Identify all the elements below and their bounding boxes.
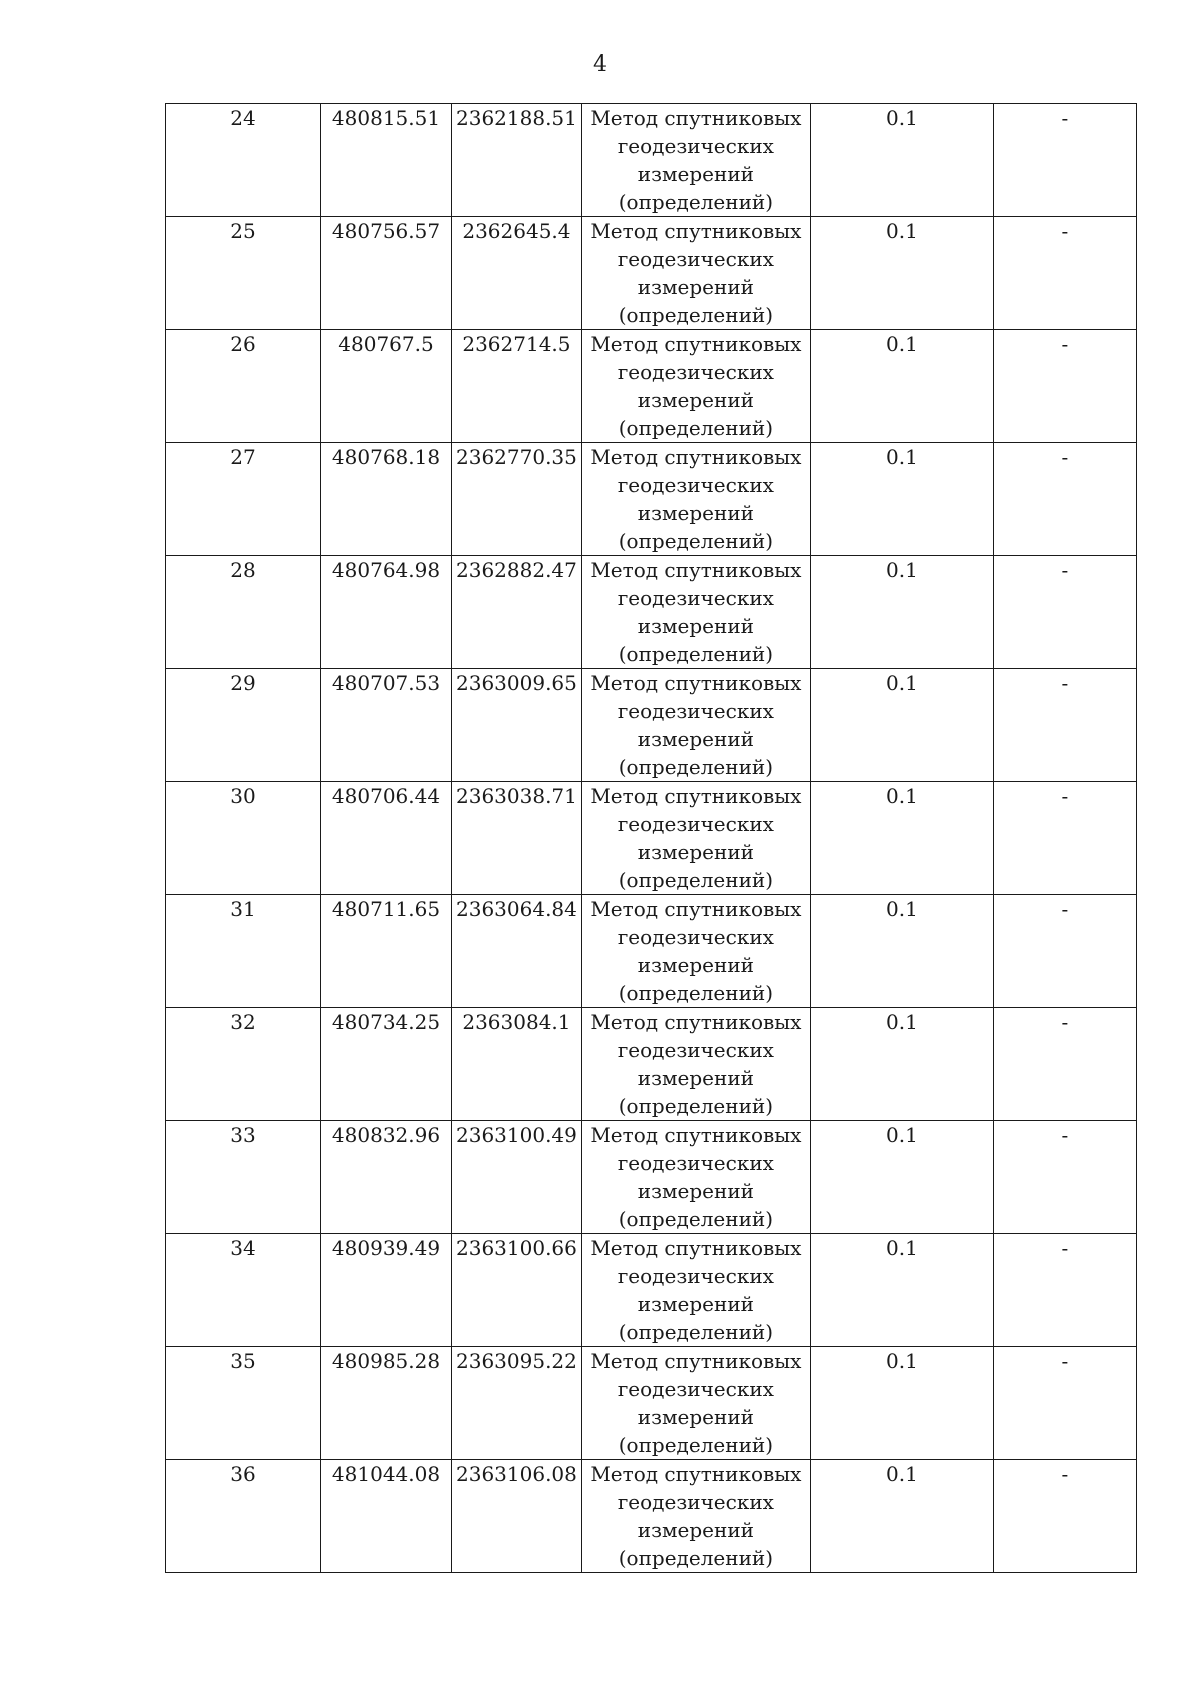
description-cell: - [993,556,1136,669]
description-cell: - [993,217,1136,330]
point-number-cell: 30 [166,782,321,895]
accuracy-cell: 0.1 [810,1347,993,1460]
point-number-cell: 25 [166,217,321,330]
method-text: Метод спутниковых геодезических измерений (определений) [590,219,802,327]
method-text: Метод спутниковых геодезических измерений (определений) [590,558,802,666]
y-coordinate-cell: 2363106.08 [452,1460,582,1573]
x-coordinate-cell: 480985.28 [321,1347,452,1460]
coordinates-table [165,103,1137,1573]
method-cell [581,217,810,330]
point-number-cell: 35 [166,1347,321,1460]
point-number-cell: 26 [166,330,321,443]
accuracy-cell: 0.1 [810,782,993,895]
description-cell: - [993,1347,1136,1460]
accuracy-cell: 0.1 [810,895,993,1008]
description-cell: - [993,782,1136,895]
y-coordinate-cell: 2362882.47 [452,556,582,669]
method-text: Метод спутниковых геодезических измерений (определений) [590,1236,802,1344]
description-cell: - [993,1460,1136,1573]
table-row [166,104,1137,217]
y-coordinate-cell: 2363084.1 [452,1008,582,1121]
coordinates-table-body [166,104,1137,1573]
accuracy-cell: 0.1 [810,556,993,669]
method-cell [581,895,810,1008]
method-cell [581,443,810,556]
y-coordinate-cell: 2362188.51 [452,104,582,217]
table-row [166,330,1137,443]
y-coordinate-cell: 2362645.4 [452,217,582,330]
method-cell [581,782,810,895]
method-cell [581,556,810,669]
method-cell [581,1121,810,1234]
table-row [166,895,1137,1008]
method-text: Метод спутниковых геодезических измерений (определений) [590,1462,802,1570]
method-cell [581,1234,810,1347]
table-row [166,1008,1137,1121]
method-cell [581,1460,810,1573]
accuracy-cell: 0.1 [810,1121,993,1234]
method-text: Метод спутниковых геодезических измерений (определений) [590,897,802,1005]
method-text: Метод спутниковых геодезических измерений (определений) [590,1349,802,1457]
x-coordinate-cell: 480767.5 [321,330,452,443]
method-text: Метод спутниковых геодезических измерений (определений) [590,445,802,553]
description-cell: - [993,1008,1136,1121]
table-row [166,1347,1137,1460]
point-number-cell: 24 [166,104,321,217]
method-text: Метод спутниковых геодезических измерений (определений) [590,106,802,214]
point-number-cell: 36 [166,1460,321,1573]
x-coordinate-cell: 480707.53 [321,669,452,782]
y-coordinate-cell: 2363038.71 [452,782,582,895]
y-coordinate-cell: 2363009.65 [452,669,582,782]
accuracy-cell: 0.1 [810,1460,993,1573]
table-row [166,217,1137,330]
y-coordinate-cell: 2363064.84 [452,895,582,1008]
method-cell [581,1008,810,1121]
point-number-cell: 28 [166,556,321,669]
y-coordinate-cell: 2362770.35 [452,443,582,556]
table-row [166,556,1137,669]
method-cell [581,1347,810,1460]
x-coordinate-cell: 480768.18 [321,443,452,556]
accuracy-cell: 0.1 [810,443,993,556]
x-coordinate-cell: 480832.96 [321,1121,452,1234]
point-number-cell: 34 [166,1234,321,1347]
method-text: Метод спутниковых геодезических измерений (определений) [590,332,802,440]
point-number-cell: 27 [166,443,321,556]
description-cell: - [993,1121,1136,1234]
x-coordinate-cell: 480706.44 [321,782,452,895]
description-cell: - [993,104,1136,217]
method-text: Метод спутниковых геодезических измерений (определений) [590,1123,802,1231]
accuracy-cell: 0.1 [810,669,993,782]
table-row [166,669,1137,782]
accuracy-cell: 0.1 [810,104,993,217]
accuracy-cell: 0.1 [810,1234,993,1347]
table-row [166,443,1137,556]
y-coordinate-cell: 2362714.5 [452,330,582,443]
accuracy-cell: 0.1 [810,330,993,443]
point-number-cell: 32 [166,1008,321,1121]
accuracy-cell: 0.1 [810,1008,993,1121]
y-coordinate-cell: 2363100.66 [452,1234,582,1347]
method-text: Метод спутниковых геодезических измерений (определений) [590,671,802,779]
description-cell: - [993,443,1136,556]
table-row [166,1121,1137,1234]
x-coordinate-cell: 480815.51 [321,104,452,217]
accuracy-cell: 0.1 [810,217,993,330]
description-cell: - [993,669,1136,782]
point-number-cell: 33 [166,1121,321,1234]
x-coordinate-cell: 480734.25 [321,1008,452,1121]
x-coordinate-cell: 481044.08 [321,1460,452,1573]
x-coordinate-cell: 480939.49 [321,1234,452,1347]
table-row [166,1234,1137,1347]
method-cell [581,330,810,443]
method-text: Метод спутниковых геодезических измерений (определений) [590,784,802,892]
table-row [166,1460,1137,1573]
y-coordinate-cell: 2363095.22 [452,1347,582,1460]
point-number-cell: 31 [166,895,321,1008]
x-coordinate-cell: 480711.65 [321,895,452,1008]
description-cell: - [993,330,1136,443]
description-cell: - [993,1234,1136,1347]
x-coordinate-cell: 480764.98 [321,556,452,669]
point-number-cell: 29 [166,669,321,782]
table-row [166,782,1137,895]
method-cell [581,669,810,782]
y-coordinate-cell: 2363100.49 [452,1121,582,1234]
page-number: 4 [593,52,607,77]
description-cell: - [993,895,1136,1008]
method-cell [581,104,810,217]
method-text: Метод спутниковых геодезических измерений (определений) [590,1010,802,1118]
x-coordinate-cell: 480756.57 [321,217,452,330]
